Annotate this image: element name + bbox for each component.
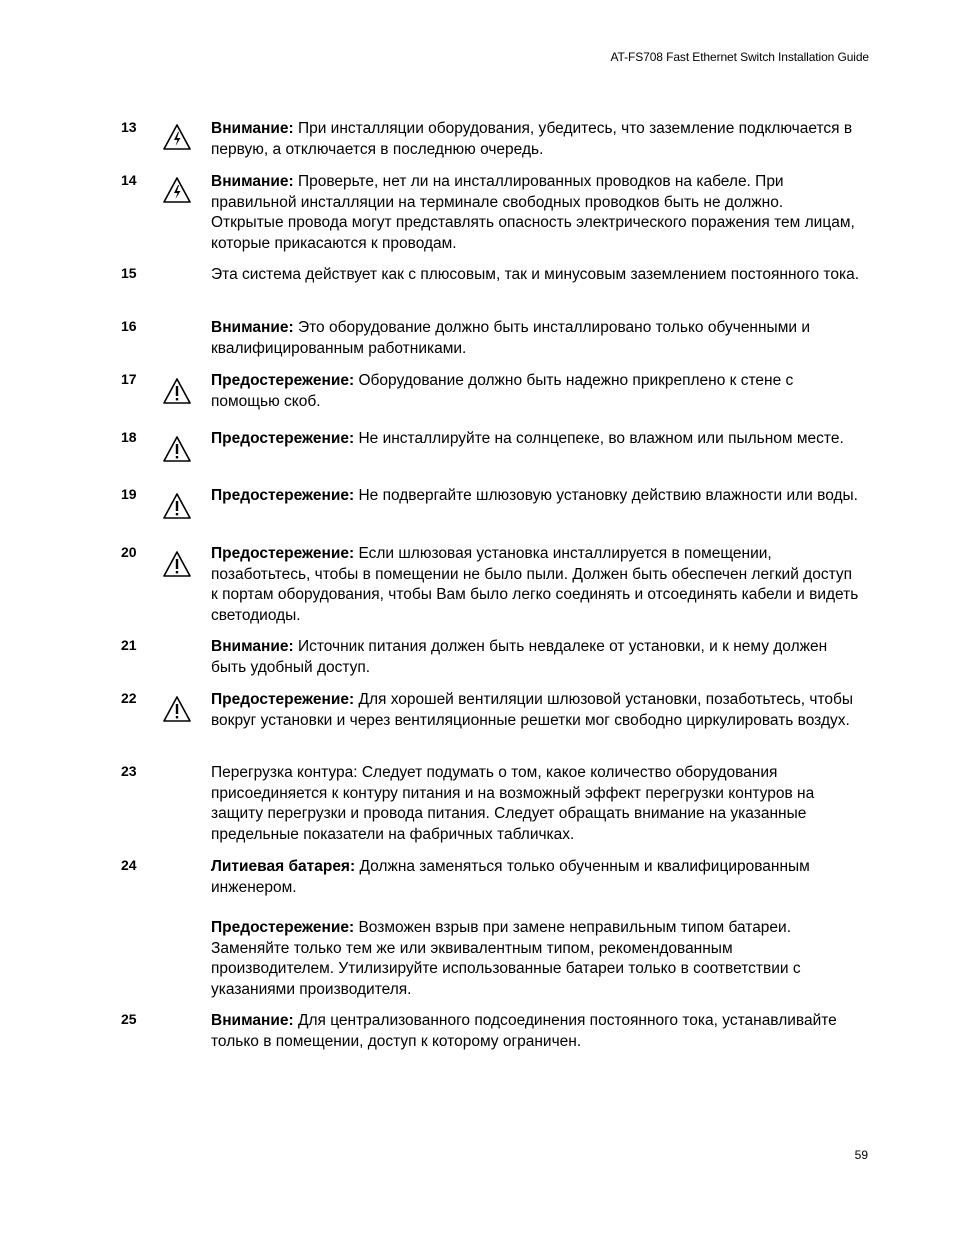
item-text <box>211 371 859 412</box>
item-body: Проверьте, нет ли на инсталлированных проводков на кабеле. При правильной инсталляции на терминале свободных проводков быть не должно. Открытые провода могут представлять опасность электрического поражения тем лицам, которые прикасаются к проводам. <box>211 173 855 252</box>
item-body: Для централизованного подсоединения постоянного тока, устанавливайте только в помещении, доступ к которому ограничен. <box>211 1012 837 1050</box>
item-body: Не подвергайте шлюзовую установку действию влажности или воды. <box>358 487 858 504</box>
item-text <box>211 637 859 678</box>
item-body: Не инсталлируйте на солнцепеке, во влажном или пыльном месте. <box>358 430 844 447</box>
item-text <box>211 763 859 845</box>
item-number: 23 <box>121 763 137 779</box>
item-body: Это оборудование должно быть инсталлировано только обученными и квалифицированным работниками. <box>211 319 810 357</box>
lightning-icon <box>162 175 192 205</box>
item-body: Если шлюзовая установка инсталлируется в помещении, позаботьтесь, чтобы в помещении не было пыли. Должен быть обеспечен легкий доступ к портам оборудования, чтобы Вам было легко соединять и отсоединять кабели и видеть светодиоды. <box>211 545 859 624</box>
item-label: Литиевая батарея: <box>211 858 356 875</box>
item-body: Оборудование должно быть надежно прикреплено к стене с помощью скоб. <box>211 372 794 410</box>
item-number: 16 <box>121 318 137 334</box>
item-number: 20 <box>121 544 137 560</box>
item-number: 24 <box>121 857 137 873</box>
running-header: AT-FS708 Fast Ethernet Switch Installation Guide <box>610 50 869 64</box>
item-text <box>211 429 859 450</box>
item-label: Предостережение: <box>211 430 355 447</box>
item-body: При инсталляции оборудования, убедитесь, что заземление подключается в первую, а отключается в последнюю очередь. <box>211 120 853 158</box>
item-text <box>211 172 859 254</box>
item-label: Предостережение: <box>211 691 355 708</box>
item-number: 17 <box>121 371 137 387</box>
item-label: Внимание: <box>211 1012 294 1029</box>
item-body: Перегрузка контура: Следует подумать о том, какое количество оборудования присоединяется к контуру питания и на возможный эффект перегрузки контуров на защиту перегрузки и провода питания. Следует обращать внимание на указанные предельные показатели на фабричных табличках. <box>211 764 815 843</box>
item-body: Эта система действует как с плюсовым, так и минусовым заземлением постоянного тока. <box>211 266 860 283</box>
item-label: Предостережение: <box>211 487 355 504</box>
item-number: 25 <box>121 1011 137 1027</box>
warning-icon <box>162 434 192 464</box>
item-label: Внимание: <box>211 173 294 190</box>
warning-icon <box>162 491 192 521</box>
item-text <box>211 486 859 507</box>
item-number: 21 <box>121 637 137 653</box>
item-number: 14 <box>121 172 137 188</box>
item-text <box>211 265 859 286</box>
page-number: 59 <box>854 1148 868 1162</box>
item-text <box>211 544 859 626</box>
item-label: Внимание: <box>211 319 294 336</box>
item-text <box>211 318 859 359</box>
item-label: Предостережение: <box>211 545 355 562</box>
item-number: 13 <box>121 119 137 135</box>
item-number: 15 <box>121 265 137 281</box>
item-body: Должна заменяться только обученным и квалифицированным инженером. <box>211 858 810 896</box>
item-number: 22 <box>121 690 137 706</box>
warning-icon <box>162 549 192 579</box>
item-number: 19 <box>121 486 137 502</box>
item-subnote <box>211 918 859 1000</box>
item-label: Внимание: <box>211 638 294 655</box>
warning-icon <box>162 694 192 724</box>
item-label: Внимание: <box>211 120 294 137</box>
item-text <box>211 857 859 1000</box>
lightning-icon <box>162 122 192 152</box>
item-body: Источник питания должен быть невдалеке от установки, и к нему должен быть удобный доступ. <box>211 638 828 676</box>
item-label: Предостережение: <box>211 372 355 389</box>
warning-icon <box>162 376 192 406</box>
item-body: Для хорошей вентиляции шлюзовой установки, позаботьтесь, чтобы вокруг установки и через вентиляционные решетки мог свободно циркулировать воздух. <box>211 691 854 729</box>
item-sub-body: Возможен взрыв при замене неправильным типом батареи. Заменяйте только тем же или эквивалентным типом, рекомендованным производителем. Утилизируйте использованные батареи только в соответствии с указаниями производителя. <box>211 919 801 998</box>
item-number: 18 <box>121 429 137 445</box>
item-text <box>211 690 859 731</box>
item-sub-label: Предостережение: <box>211 919 355 936</box>
item-text <box>211 1011 859 1052</box>
item-text <box>211 119 859 160</box>
